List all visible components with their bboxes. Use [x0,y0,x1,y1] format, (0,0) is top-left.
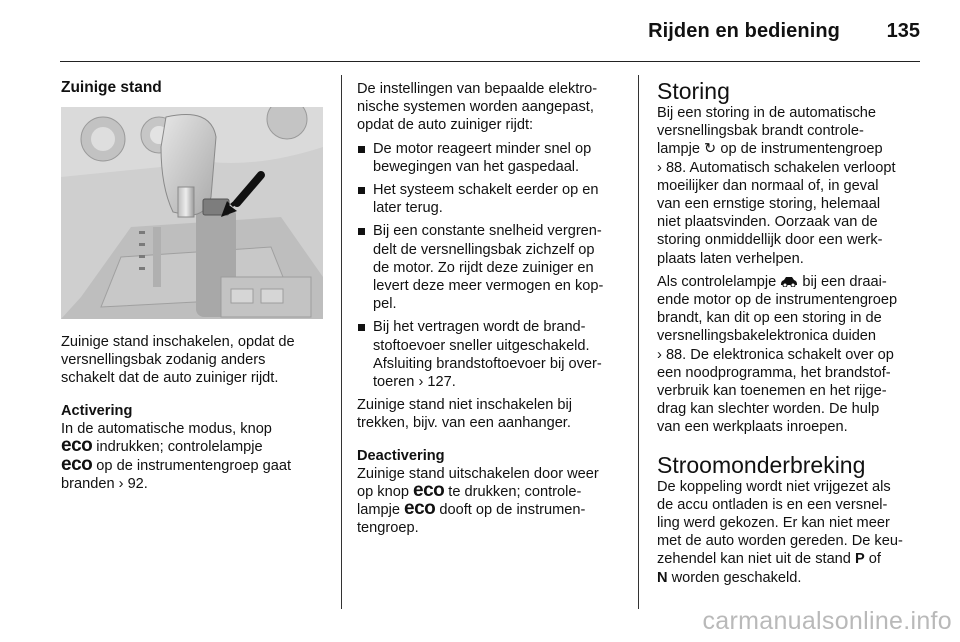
activation-line: In de automatische modus, knop [61,421,272,438]
intro-line: opdat de auto zuiniger rijdt: [357,117,534,134]
car-warning-icon [780,274,802,290]
section-heading-zuinige-stand: Zuinige stand [61,79,162,96]
intro-line: De instellingen van bepaalde elektro- [357,81,598,97]
caption-line: versnellingsbak zodanig anders [61,352,266,369]
gear-shifter-image [61,107,323,319]
caption-block [61,333,336,388]
caption-line: Zuinige stand inschakelen, opdat de [61,334,295,350]
eco-indicator-icon: eco [61,453,93,475]
watermark: carmanualsonline.info [702,607,952,635]
column-divider [341,75,342,609]
column-3: Storing Bij een storing in de automatische versnellingsbak brandt controle- lampje ↻ op de instrumentengroep › 88. Automatisch schakelen verloopt moeilijker dan normaal of, in geval van een ernstige storing, helemaal niet plaatsvinden. Oorzaak van de storing onmiddellijk door een werk- plaats laten verhelpen. Als controlelampje bij een draai- ende motor op de instrumentengroep brandt, kan dit op een storing in de versnellingsbakelektronica duiden › 88. De elektronica schakelt over op een noodprogramma, het brandstof- verbruik kan toenemen en het rijge- drag kan slechter worden. De hulp van een werkplaats inroepen. Stroomonderbreking De koppeling wordt niet vrijgezet als de accu ontladen is en een versnel- ling werd gekozen. Er kan niet meer met de auto worden gereden. De keu- zehendel kan niet uit de stand P of N worden geschakeld. [657,78,957,587]
caption-line: schakelt dat de auto zuiniger rijdt. [61,370,279,387]
page-number: 135 [886,20,920,42]
column-2 [357,80,632,538]
bullet-item: Bij het vertragen wordt de brand- stoftoevoer sneller uitgeschakeld. Afsluiting brandstoftoevoer bij over- toeren › 127. [357,318,632,391]
page-reference-icon: › [118,475,124,492]
page-reference-icon: › [657,346,662,363]
activation-line: eco indrukken; controlelampje [61,435,263,457]
page-reference-link[interactable]: 92. [127,475,148,492]
eco-button-icon: eco [61,435,93,457]
page-reference-icon: › [657,159,662,176]
gear-n-label: N [657,569,668,586]
eco-indicator-icon: eco [404,498,436,520]
bullet-item: De motor reageert minder snel op bewegingen van het gaspedaal. [357,140,632,176]
section-heading-storing: Storing [657,78,730,104]
chapter-title: Rijden en bediening [648,20,840,42]
page-reference-link[interactable]: 88. Automatisch schakelen verloopt [665,159,896,176]
deactivation-block: Deactivering Zuinige stand uitschakelen door weer op knop eco te drukken; controle- lampje eco dooft op de instrumen- tengroep. [357,447,632,538]
section-heading-stroomonderbreking: Stroomonderbreking [657,451,866,478]
activation-block [61,402,336,493]
bullet-item: Het systeem schakelt eerder op en later terug. [357,181,632,217]
eco-button-icon: eco [413,480,445,502]
activation-line: eco op de instrumentengroep gaat [61,453,292,475]
header-rule [60,61,920,62]
page-reference-link[interactable]: 127. [427,374,456,391]
gear-p-label: P [854,551,865,568]
intro-line: nische systemen worden aangepast, [357,99,594,116]
page-reference-icon: › [418,374,424,391]
note-paragraph: Zuinige stand niet inschakelen bij trekken, bijv. van een aanhanger. [357,397,572,432]
bullet-item: Bij een constante snelheid vergren- delt de versnellingsbak zichzelf op de motor. Zo rijdt deze zuiniger en levert deze meer vermogen en kop- pel. [357,222,632,313]
activation-line: branden › 92. [61,475,148,492]
page-reference-link[interactable]: 88. De elektronica schakelt over op [665,346,894,363]
transmission-warning-icon: ↻ [704,141,717,158]
column-divider [638,75,639,609]
gear-selector-illustration [61,107,323,319]
activation-heading: Activering [61,403,133,419]
deactivation-heading: Deactivering [357,447,445,464]
page-header [0,0,960,62]
storing-paragraph-2: Als controlelampje bij een draai- ende motor op de instrumentengroep brandt, kan dit op een storing in de versnellingsbakelektronica duiden › 88. De elektronica schakelt over op een noodprogramma, het brandstof- verbruik kan toenemen en het rijge- drag kan slechter worden. De hulp van een werkplaats inroepen. [657,273,898,436]
